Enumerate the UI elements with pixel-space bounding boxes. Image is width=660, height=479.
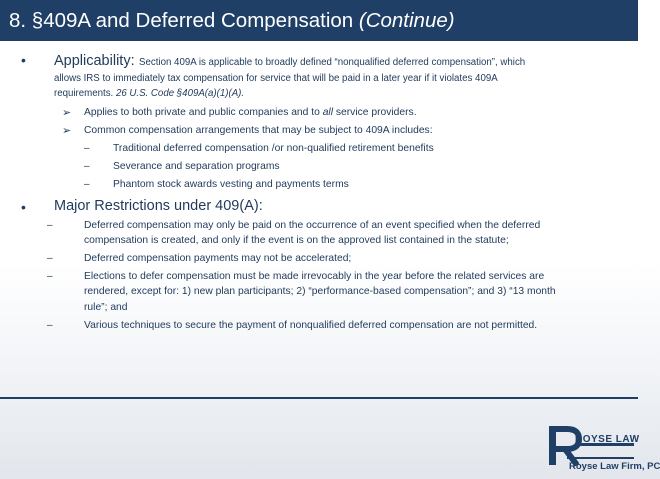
sub-bullet-arrangements: Common compensation arrangements that may be subject to 409A includes:	[84, 125, 433, 136]
arrangement-item: Traditional deferred compensation /or non-qualified retirement benefits	[113, 143, 434, 154]
dash-marker: –	[47, 320, 53, 331]
bullet-marker: •	[21, 199, 26, 215]
statute-citation: 26 U.S. Code §409A(a)(1)(A).	[115, 88, 245, 99]
arrow-bullet-icon: ➢	[62, 107, 72, 119]
arrangement-item: Phantom stock awards vesting and payments terms	[113, 179, 349, 190]
dash-marker: –	[47, 271, 53, 282]
applicability-text-3	[54, 88, 244, 99]
slide-title-italic: (Continue)	[358, 9, 455, 32]
sub-bullet-service-providers	[84, 107, 417, 118]
dash-marker: –	[47, 220, 53, 231]
restriction-item-text: Various techniques to secure the payment of nonqualified deferred compensation are not permitted.	[84, 320, 538, 331]
applicability-text-1: Section 409A is applicable to broadly defined “nonqualified deferred compensation”, which	[139, 57, 526, 68]
slide-title-main: 8. §409A and Deferred Compensation	[9, 9, 359, 32]
arrangement-item: Severance and separation programs	[113, 161, 280, 172]
restriction-item-text: Deferred compensation payments may not be accelerated;	[84, 253, 352, 264]
dash-marker: –	[84, 143, 90, 154]
slide-title	[0, 0, 638, 41]
restriction-item-text: rendered, except for: 1) new plan participants; 2) “performance-based compensation”; and 3) “13 month	[84, 286, 556, 297]
sub-bullet-emphasis: all	[322, 107, 334, 118]
arrow-bullet-icon: ➢	[62, 125, 72, 137]
restriction-item-text: compensation is created, and only if the event is on the approved list contained in the statute;	[84, 235, 509, 246]
dash-marker: –	[47, 253, 53, 264]
logo-firm-name: ROYSE LAW	[575, 434, 640, 445]
applicability-heading: Applicability:	[54, 53, 135, 69]
logo-tagline: Royse Law Firm, PC	[569, 461, 660, 472]
restriction-item-text: rule”; and	[84, 302, 128, 313]
footer-divider	[0, 397, 638, 399]
applicability-text-2: allows IRS to immediately tax compensation for service that will be paid in a later year if it violates 409A	[54, 73, 498, 84]
dash-marker: –	[84, 161, 90, 172]
sub-bullet-text-end: service providers.	[333, 107, 417, 118]
applicability-first-line	[54, 52, 525, 70]
restriction-item-text: Deferred compensation may only be paid on the occurrence of an event specified when the deferred	[84, 220, 541, 231]
restriction-item-text: Elections to defer compensation must be made irrevocably in the year before the related services are	[84, 271, 545, 282]
dash-marker: –	[84, 179, 90, 190]
bullet-marker: •	[21, 52, 26, 68]
sub-bullet-text: Applies to both private and public companies and to	[84, 107, 323, 118]
applicability-text-3-body: requirements.	[54, 88, 114, 99]
restrictions-heading: Major Restrictions under 409(A):	[54, 198, 263, 214]
